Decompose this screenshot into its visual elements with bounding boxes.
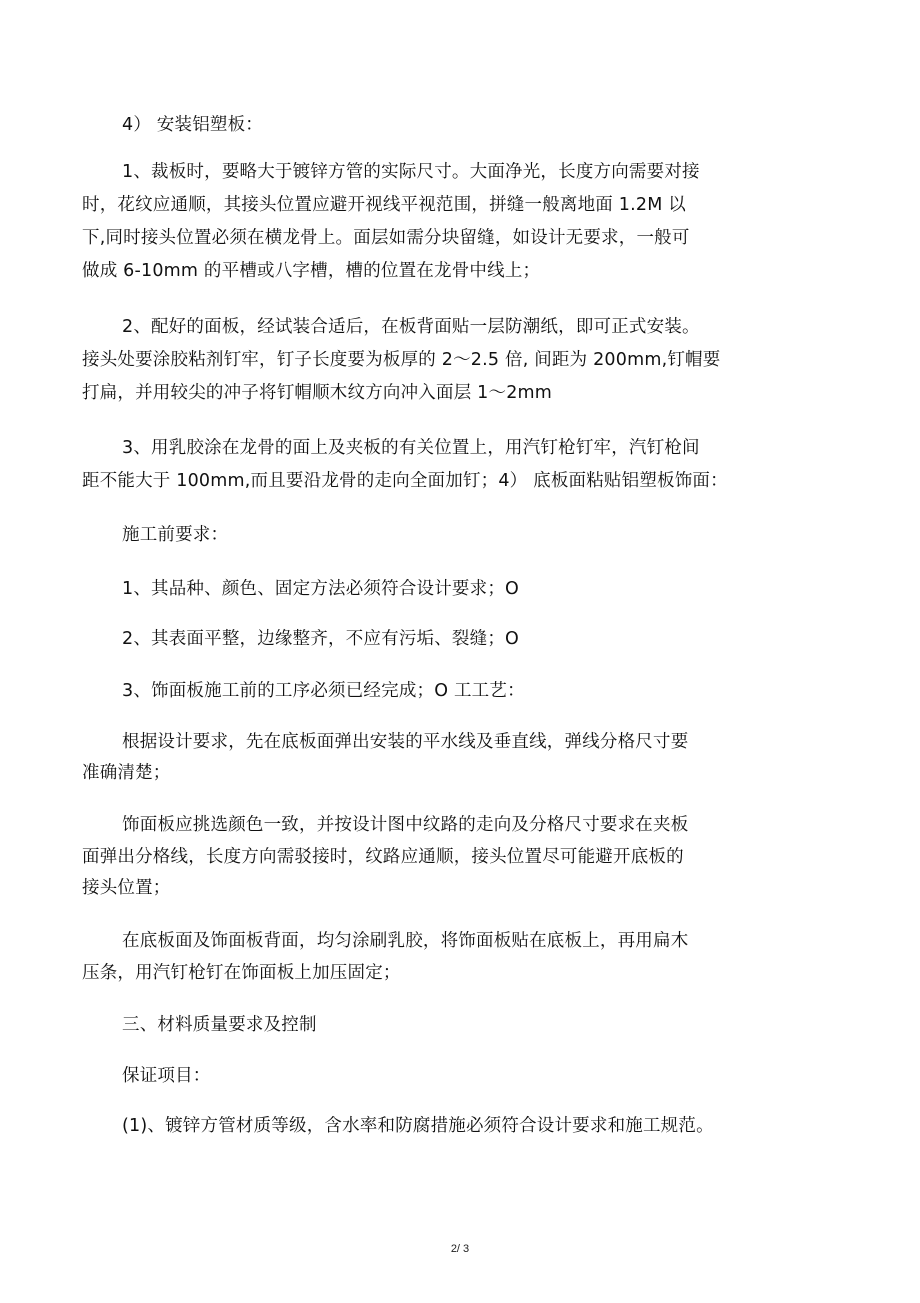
paragraph-6-line-2: 压条，用汽钉枪钉在饰面板上加压固定； (82, 963, 401, 983)
requirement-3: 3、饰面板施工前的工序必须已经完成；O 工工艺： (122, 681, 525, 701)
paragraph-5-line-2: 面弹出分格线，长度方向需驳接时，纹路应通顺，接头位置尽可能避开底板的 (82, 847, 684, 867)
heading-install-aluminum-plastic-panel: 4） 安装铝塑板： (122, 115, 263, 135)
paragraph-2-line-2: 接头处要涂胶粘剂钉牢，钉子长度要为板厚的 2～2.5 倍, 间距为 200mm,钉帽要 (82, 350, 721, 370)
paragraph-1-line-1: 1、裁板时，要略大于镀锌方管的实际尺寸。大面净光，长度方向需要对接 (122, 162, 700, 182)
paragraph-3-line-2: 距不能大于 100mm,而且要沿龙骨的走向全面加钉；4） 底板面粘贴铝塑板饰面： (82, 471, 728, 491)
paragraph-2-line-3: 打扁，并用较尖的冲子将钉帽顺木纹方向冲入面层 1～2mm (82, 383, 553, 403)
paragraph-4-line-1: 根据设计要求，先在底板面弹出安装的平水线及垂直线，弹线分格尺寸要 (122, 732, 689, 752)
pre-construction-requirements-heading: 施工前要求： (122, 525, 229, 545)
paragraph-1-line-4: 做成 6-10mm 的平槽或八字槽，槽的位置在龙骨中线上； (82, 261, 541, 281)
paragraph-3-line-1: 3、用乳胶涂在龙骨的面上及夹板的有关位置上，用汽钉枪钉牢，汽钉枪间 (122, 438, 700, 458)
page-number: 2/ 3 (450, 1243, 470, 1255)
guarantee-items-heading: 保证项目： (122, 1066, 211, 1086)
paragraph-5-line-3: 接头位置； (82, 878, 171, 898)
paragraph-4-line-2: 准确清楚； (82, 763, 171, 783)
paragraph-5-line-1: 饰面板应挑选颜色一致，并按设计图中纹路的走向及分格尺寸要求在夹板 (122, 815, 689, 835)
paragraph-2-line-1: 2、配好的面板，经试装合适后，在板背面贴一层防潮纸，即可正式安装。 (122, 317, 700, 337)
requirement-2: 2、其表面平整，边缘整齐，不应有污垢、裂缝；O (122, 629, 520, 649)
paragraph-6-line-1: 在底板面及饰面板背面，均匀涂刷乳胶，将饰面板贴在底板上，再用扁木 (122, 931, 689, 951)
section-3-heading: 三、材料质量要求及控制 (122, 1015, 317, 1035)
paragraph-1-line-2: 时，花纹应通顺，其接头位置应避开视线平视范围，拼缝一般离地面 1.2M 以 (82, 195, 686, 215)
guarantee-item-1: (1)、镀锌方管材质等级，含水率和防腐措施必须符合设计要求和施工规范。 (122, 1116, 714, 1136)
requirement-1: 1、其品种、颜色、固定方法必须符合设计要求；O (122, 579, 520, 599)
paragraph-1-line-3: 下,同时接头位置必须在横龙骨上。面层如需分块留缝，如设计无要求，一般可 (82, 228, 690, 248)
